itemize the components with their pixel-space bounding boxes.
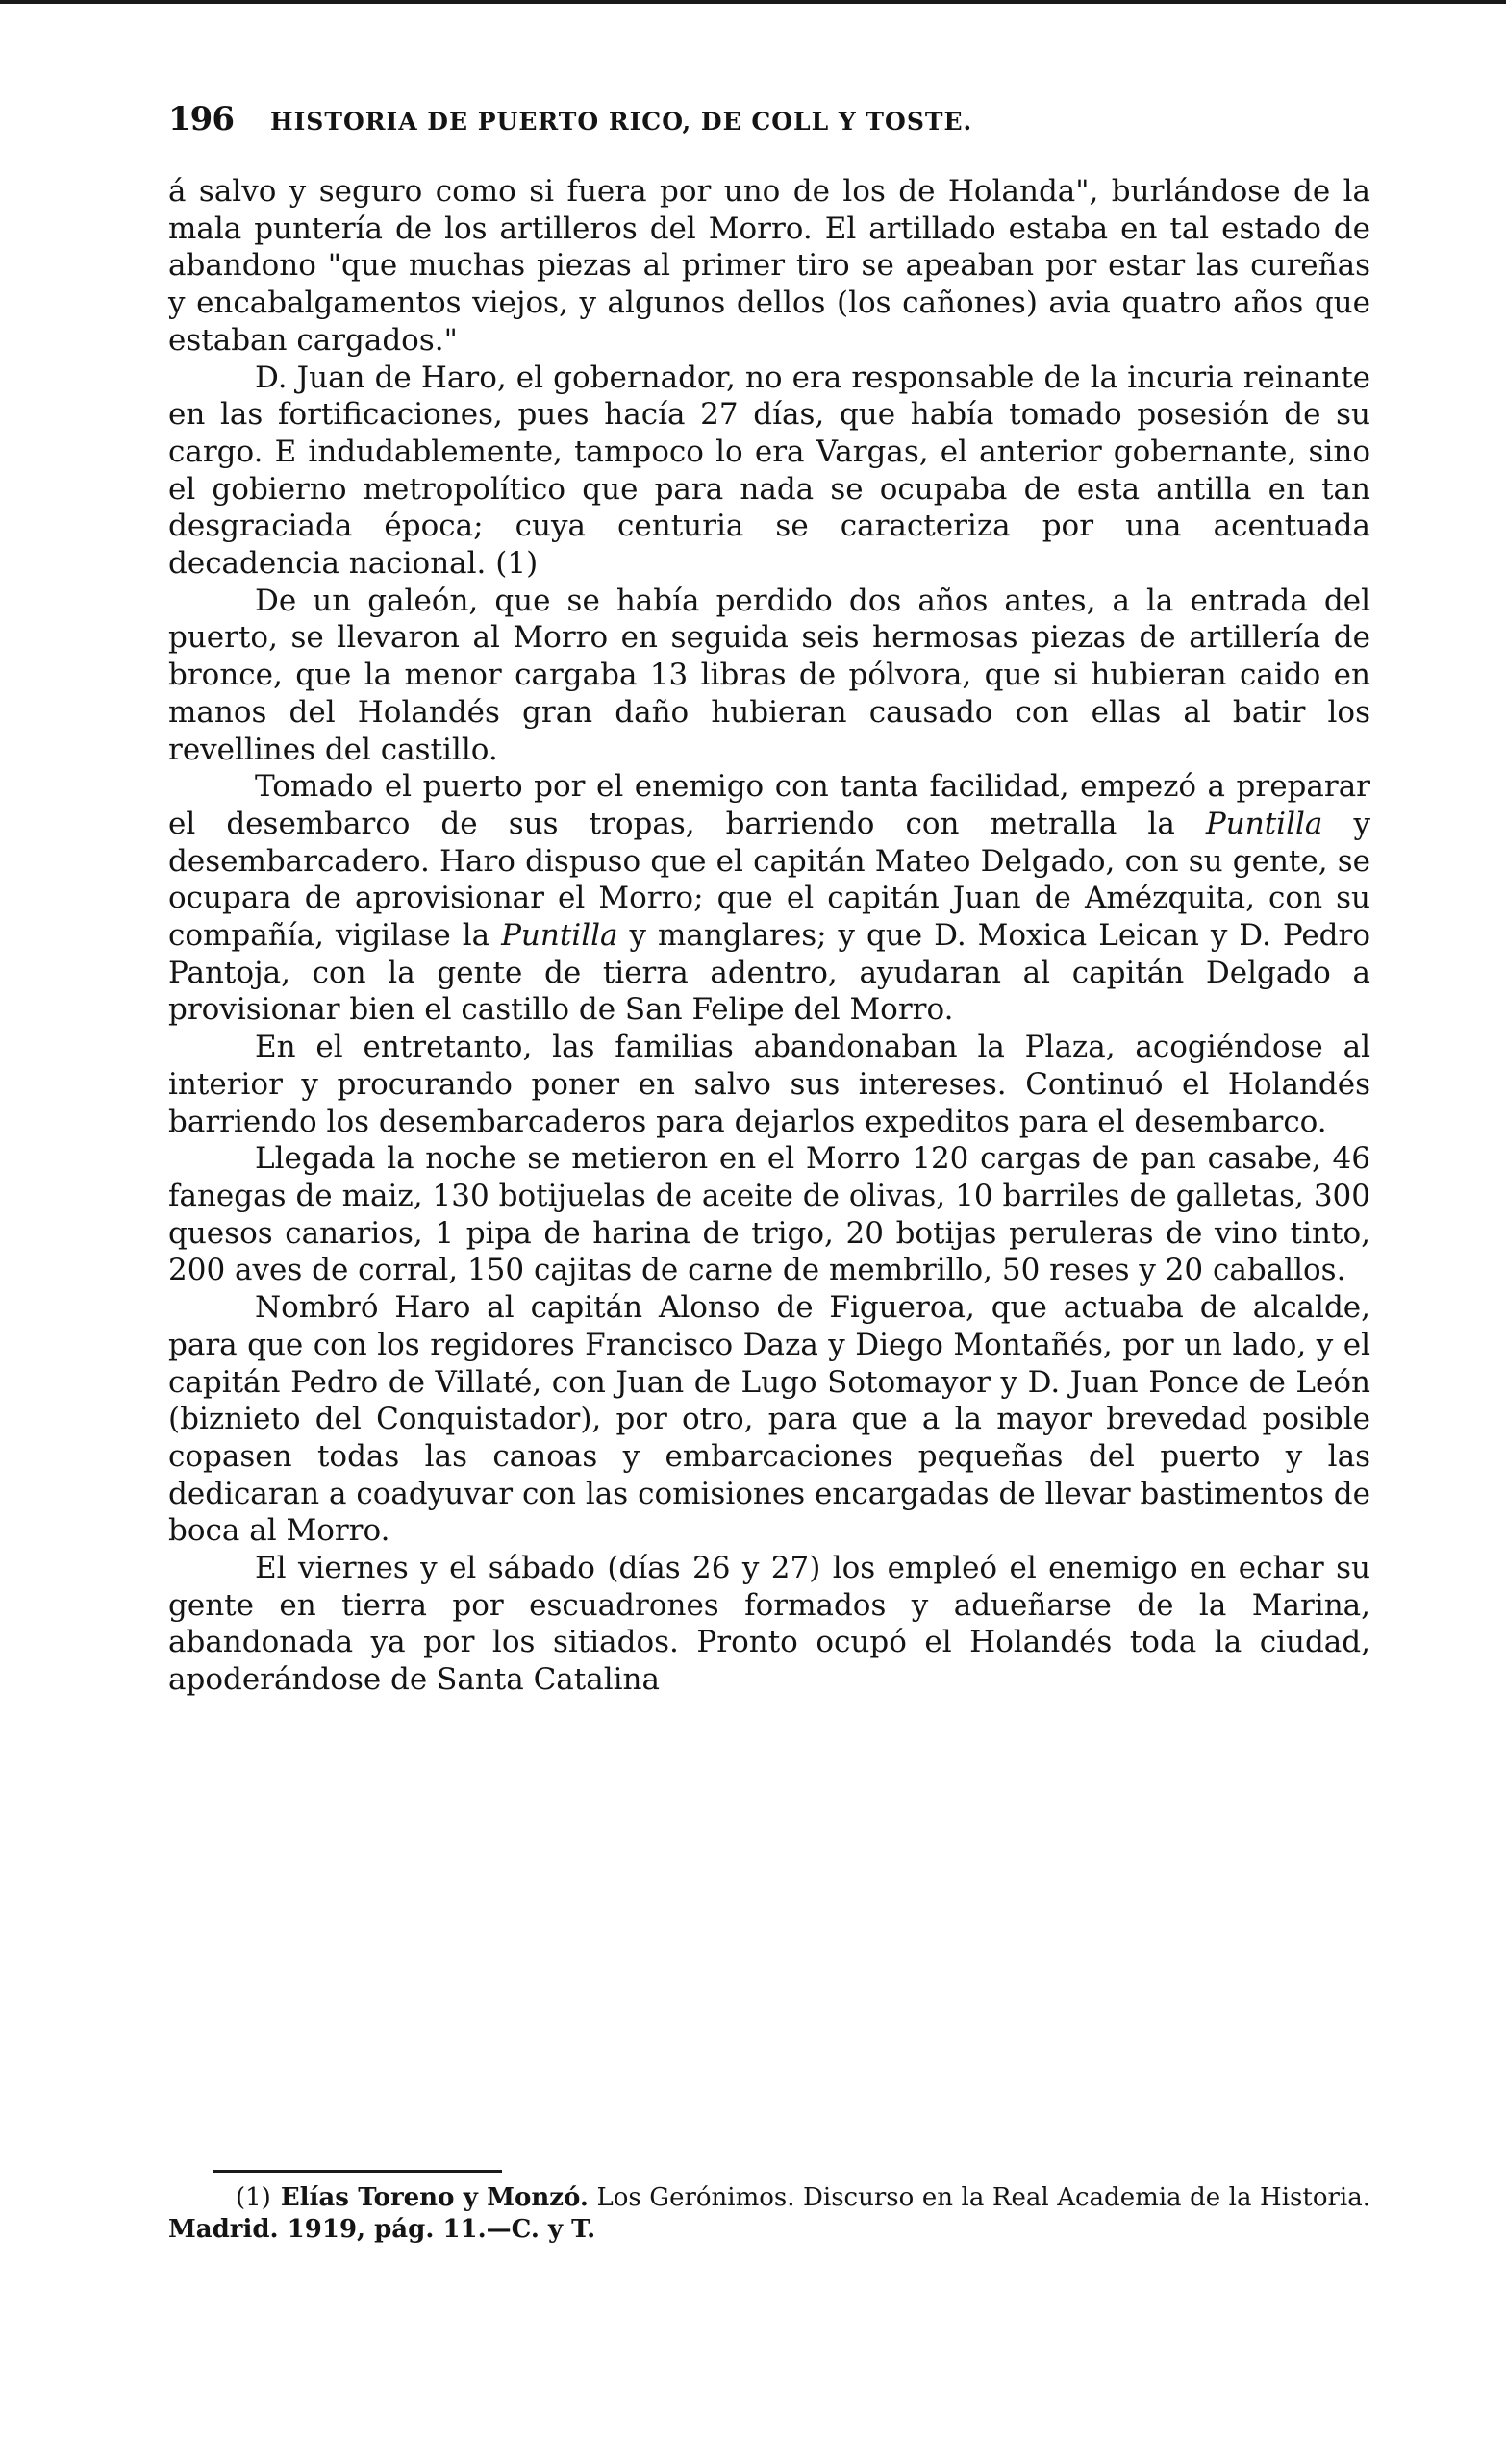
footnote-separator xyxy=(213,2170,502,2173)
paragraph-6: Llegada la noche se metieron en el Morro 120 cargas de pan casabe, 46 fanegas de maiz, 130 botijuelas de aceite de olivas, 10 barriles de galletas, 300 quesos canarios, 1 pipa de harina de trigo, 20 botijas peruleras de vino tinto, 200 aves de corral, 150 cajitas de carne de membrillo, 50 reses y 20 caballos. xyxy=(168,1141,1370,1288)
footnote xyxy=(168,2182,1370,2246)
footnote-publication: Madrid. 1919, pág. 11.—C. y T. xyxy=(168,2215,596,2244)
paragraph-5: En el entretanto, las familias abandonaban la Plaza, acogiéndose al interior y procurando poner en salvo sus intereses. Continuó el Holandés barriendo los desembarcaderos para dejarlos expeditos para el desembarco. xyxy=(168,1030,1370,1139)
footnote-marker: (1) xyxy=(236,2183,271,2212)
footnote-citation: Los Gerónimos. Discurso en la Real Academia de la Historia. xyxy=(588,2183,1370,2212)
running-title: HISTORIA DE PUERTO RICO, DE COLL Y TOSTE. xyxy=(269,108,973,136)
paragraph-7: Nombró Haro al capitán Alonso de Figueroa, que actuaba de alcalde, para que con los regidores Francisco Daza y Diego Montañés, por un lado, y el capitán Pedro de Villaté, con Juan de Lugo Sotomayor y D. Juan Ponce de León (biznieto del Conquistador), por otro, para que a la mayor brevedad posible copasen todas las canoas y embarcaciones pequeñas del puerto y las dedicaran a coadyuvar con las comisiones encargadas de llevar bastimentos de boca al Morro. xyxy=(168,1290,1370,1549)
paragraph-1: á salvo y seguro como si fuera por uno de los de Holanda", burlándose de la mala puntería de los artilleros del Morro. El artillado estaba en tal estado de abandono "que muchas piezas al primer tiro se apeaban por estar las cureñas y encabalgamentos viejos, y algunos dellos (los cañones) avia quatro años que estaban cargados." xyxy=(168,174,1370,358)
paragraph-4-part-1: Tomado el puerto por el enemigo con tanta facilidad, empezó a preparar el desembarco de sus tropas, barriendo con metralla la xyxy=(168,769,1370,841)
paragraph-8: El viernes y el sábado (días 26 y 27) los empleó el enemigo en echar su gente en tierra por escuadrones formados y adueñarse de la Marina, abandonada ya por los sitiados. Pronto ocupó el Holandés toda la ciudad, apoderándose de Santa Catalina xyxy=(168,1551,1370,1698)
place-name-italic: Puntilla xyxy=(501,918,618,954)
paragraph-4-part-3: y manglares; y que D. Moxica Leican y D. Pedro Pantoja, con la gente de tierra adentro, ayudaran al capitán Delgado a provisionar bien el castillo de San Felipe del Morro. xyxy=(168,918,1371,1028)
footnote-author: Elías Toreno y Monzó. xyxy=(280,2183,589,2212)
paragraph-4 xyxy=(168,768,1370,1029)
place-name-italic: Puntilla xyxy=(1205,806,1323,841)
paragraph-3: De un galeón, que se había perdido dos años antes, a la entrada del puerto, se llevaron al Morro en seguida seis hermosas piezas de artillería de bronce, que la menor cargaba 13 libras de pólvora, que si hubieran caido en manos del Holandés gran daño hubieran causado con ellas al batir los revellines del castillo. xyxy=(168,583,1370,767)
paragraph-2: D. Juan de Haro, el gobernador, no era responsable de la incuria reinante en las fortificaciones, pues hacía 27 días, que había tomado posesión de su cargo. E indudablemente, tampoco lo era Vargas, el anterior gobernante, sino el gobierno metropolítico que para nada se ocupaba de esta antilla en tan desgraciada época; cuya centuria se caracteriza por una acentuada decadencia nacional. (1) xyxy=(168,360,1370,582)
page-number: 196 xyxy=(168,100,234,138)
page-header xyxy=(168,100,1370,142)
body-text xyxy=(168,173,1370,1699)
paragraph-4-part-2: y desembarcadero. Haro dispuso que el capitán Mateo Delgado, con su gente, se ocupara de aprovisionar el Morro; que el capitán Juan de Amézquita, con su compañía, vigilase la xyxy=(168,806,1370,954)
